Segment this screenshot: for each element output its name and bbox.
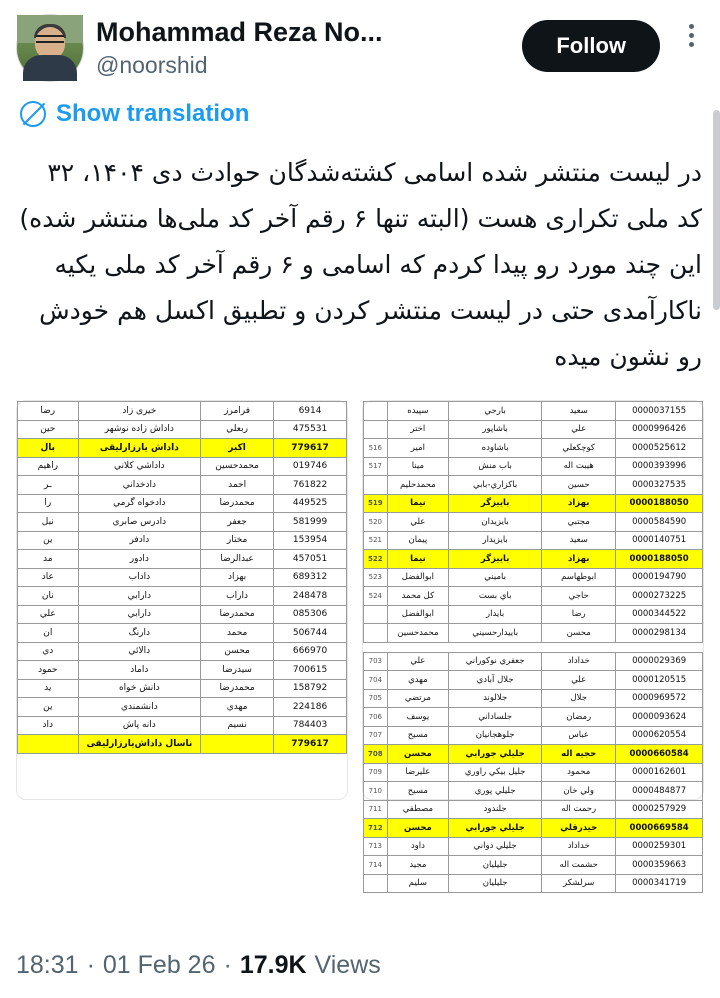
table-cell[interactable] [364, 874, 388, 893]
views-label: Views [314, 951, 381, 979]
page-scrollbar[interactable] [713, 110, 720, 310]
tweet-time: 18:31 [16, 951, 79, 979]
table-cell[interactable]: 0000120515 [616, 671, 703, 690]
table-row[interactable] [18, 679, 347, 698]
translate-icon [20, 101, 46, 127]
table-cell[interactable]: 0000029369 [616, 652, 703, 671]
table-cell[interactable]: 0000669584 [616, 819, 703, 838]
table-cell[interactable]: حمود [18, 661, 79, 680]
table-cell[interactable]: خداداد [542, 652, 616, 671]
table-cell[interactable]: نسیم [201, 716, 274, 735]
table-cell[interactable]: 0000996426 [616, 420, 703, 439]
table-row[interactable] [364, 494, 703, 513]
meta-separator-2: · [223, 951, 232, 979]
table-cell[interactable]: دانشمندي [78, 698, 201, 717]
table-cell[interactable]: جلال آبادي [449, 671, 542, 690]
table-row[interactable] [18, 624, 347, 643]
table-row[interactable] [18, 661, 347, 680]
table-cell[interactable]: مختار [201, 531, 274, 550]
follow-button[interactable]: Follow [522, 20, 660, 72]
table-cell[interactable]: علي [387, 652, 448, 671]
table-cell[interactable] [364, 642, 388, 652]
table-cell[interactable]: 0000484877 [616, 782, 703, 801]
table-cell[interactable]: دادرس صابري [78, 513, 201, 532]
table-cell[interactable]: دانه پاش [78, 716, 201, 735]
author-display-name[interactable]: Mohammad Reza No... [96, 17, 383, 47]
table-cell[interactable]: محمود [542, 763, 616, 782]
table-cell[interactable]: بايزيدان [449, 513, 542, 532]
table-row[interactable] [18, 420, 347, 439]
table-cell[interactable]: مصطفي [387, 800, 448, 819]
views-count: 17.9K [239, 951, 307, 979]
table-row[interactable] [364, 819, 703, 838]
table-cell[interactable]: دارابي [78, 587, 201, 606]
table-cell[interactable]: عليرضا [387, 763, 448, 782]
table-cell[interactable]: خداداد [542, 837, 616, 856]
table-cell[interactable]: 700615 [274, 661, 347, 680]
table-cell[interactable]: جلندود [449, 800, 542, 819]
table-cell[interactable]: ابوالفضل [387, 605, 448, 624]
table-cell[interactable]: 224186 [274, 698, 347, 717]
table-cell[interactable]: جليلي جورابي [449, 745, 542, 764]
table-row[interactable] [364, 439, 703, 458]
table-cell[interactable]: اختر [387, 420, 448, 439]
table-cell[interactable]: سپيده [387, 402, 448, 421]
table-cell[interactable]: مرتضي [387, 689, 448, 708]
table-row[interactable] [18, 439, 347, 458]
table-row[interactable] [364, 745, 703, 764]
table-row[interactable] [18, 587, 347, 606]
table-cell[interactable]: سعيد [542, 531, 616, 550]
table-cell[interactable]: ین [18, 698, 79, 717]
table-cell[interactable]: 779617 [274, 439, 347, 458]
table-row[interactable] [364, 837, 703, 856]
table-cell[interactable]: 0000620554 [616, 726, 703, 745]
table-cell[interactable]: 0000259301 [616, 837, 703, 856]
table-cell[interactable]: 714 [364, 856, 388, 875]
table-cell[interactable]: باميني [449, 568, 542, 587]
table-row[interactable] [364, 671, 703, 690]
table-cell[interactable]: يوسف [387, 708, 448, 727]
table-cell[interactable]: 0000162601 [616, 763, 703, 782]
table-cell[interactable]: ید [18, 679, 79, 698]
table-cell[interactable]: امير [387, 439, 448, 458]
table-cell[interactable]: جليليان [449, 874, 542, 893]
table-cell[interactable]: 779617 [274, 735, 347, 754]
table-cell[interactable]: دادخداني [78, 476, 201, 495]
table-row[interactable] [364, 689, 703, 708]
table-cell[interactable]: رمضان [542, 708, 616, 727]
table-row[interactable] [18, 642, 347, 661]
table-cell[interactable]: 457051 [274, 550, 347, 569]
table-cell[interactable]: 0000037155 [616, 402, 703, 421]
table-cell[interactable]: باب منش [449, 457, 542, 476]
table-cell[interactable]: 0000327535 [616, 476, 703, 495]
table-cell[interactable] [542, 642, 616, 652]
table-row[interactable] [364, 550, 703, 569]
table-cell[interactable]: جعفري نوكوراني [449, 652, 542, 671]
table-cell[interactable]: 0000344522 [616, 605, 703, 624]
table-cell[interactable]: جليلي جورابي [449, 819, 542, 838]
table-cell[interactable]: حسين [542, 476, 616, 495]
table-cell[interactable]: 0000273225 [616, 587, 703, 606]
table-cell[interactable]: 581999 [274, 513, 347, 532]
table-cell[interactable]: ولي خان [542, 782, 616, 801]
table-cell[interactable] [201, 735, 274, 754]
table-cell[interactable] [616, 642, 703, 652]
table-cell[interactable]: بهزاد [542, 550, 616, 569]
table-cell[interactable]: 0000660584 [616, 745, 703, 764]
table-cell[interactable]: 6914 [274, 402, 347, 421]
table-row[interactable] [364, 568, 703, 587]
table-cell[interactable]: 0000584590 [616, 513, 703, 532]
table-cell[interactable] [364, 420, 388, 439]
table-cell[interactable]: ان [18, 624, 79, 643]
table-cell[interactable]: محمدرضا [201, 679, 274, 698]
table-cell[interactable]: راهیم [18, 457, 79, 476]
table-cell[interactable]: سیدرضا [201, 661, 274, 680]
table-cell[interactable]: جعفر [201, 513, 274, 532]
table-row[interactable] [364, 874, 703, 893]
table-cell[interactable] [387, 642, 448, 652]
table-cell[interactable]: پيمان [387, 531, 448, 550]
table-row[interactable] [364, 800, 703, 819]
spreadsheet-screenshot-left[interactable] [16, 400, 348, 800]
table-cell[interactable]: هيبت اله [542, 457, 616, 476]
table-cell[interactable]: 704 [364, 671, 388, 690]
table-cell[interactable]: رضا [18, 402, 79, 421]
table-cell[interactable]: 521 [364, 531, 388, 550]
table-cell[interactable]: جلوهجانيان [449, 726, 542, 745]
table-cell[interactable]: محمدرضا [201, 605, 274, 624]
table-cell[interactable] [364, 402, 388, 421]
table-cell[interactable]: 519 [364, 494, 388, 513]
show-translation-label[interactable]: Show translation [56, 100, 250, 127]
table-row[interactable] [18, 494, 347, 513]
table-cell[interactable]: جلساداني [449, 708, 542, 727]
table-cell[interactable]: 0000188050 [616, 550, 703, 569]
table-cell[interactable]: باييزگر [449, 494, 542, 513]
right-table [363, 401, 703, 893]
table-cell[interactable]: 475531 [274, 420, 347, 439]
table-cell[interactable]: دانش خواه [78, 679, 201, 698]
table-cell[interactable]: 0000341719 [616, 874, 703, 893]
table-cell[interactable]: 085306 [274, 605, 347, 624]
table-cell[interactable]: 706 [364, 708, 388, 727]
table-cell[interactable]: بهزاد [201, 568, 274, 587]
table-cell[interactable]: 709 [364, 763, 388, 782]
more-options-icon[interactable] [678, 24, 704, 47]
table-row[interactable] [364, 513, 703, 532]
table-cell[interactable]: 784403 [274, 716, 347, 735]
table-row[interactable] [18, 457, 347, 476]
table-cell[interactable]: داداشي کلاني [78, 457, 201, 476]
tweet-media [16, 400, 704, 889]
table-row[interactable] [364, 457, 703, 476]
table-cell[interactable]: مهدي [387, 671, 448, 690]
table-cell[interactable]: محسن [387, 819, 448, 838]
table-cell[interactable]: 248478 [274, 587, 347, 606]
author-handle[interactable]: @noorshid [96, 52, 208, 78]
table-cell[interactable]: مسيح [387, 726, 448, 745]
table-cell[interactable]: نيما [387, 550, 448, 569]
table-cell[interactable]: بهزاد [542, 494, 616, 513]
table-cell[interactable]: 0000188050 [616, 494, 703, 513]
table-row[interactable] [364, 476, 703, 495]
table-cell[interactable]: علي [18, 605, 79, 624]
table-cell[interactable]: 705 [364, 689, 388, 708]
table-cell[interactable]: باشاوده [449, 439, 542, 458]
table-cell[interactable]: 0000140751 [616, 531, 703, 550]
table-cell[interactable]: احمد [201, 476, 274, 495]
table-cell[interactable]: 711 [364, 800, 388, 819]
table-cell[interactable]: باييدارحسيني [449, 624, 542, 643]
table-cell[interactable]: مينا [387, 457, 448, 476]
table-cell[interactable]: ربعلي [201, 420, 274, 439]
table-cell[interactable]: را [18, 494, 79, 513]
table-cell[interactable]: 0000969572 [616, 689, 703, 708]
table-cell[interactable]: دادخواه گرمي [78, 494, 201, 513]
table-cell[interactable]: 516 [364, 439, 388, 458]
table-cell[interactable]: 517 [364, 457, 388, 476]
table-cell[interactable]: 449525 [274, 494, 347, 513]
table-row[interactable] [18, 531, 347, 550]
table-cell[interactable]: محمدحسين [387, 624, 448, 643]
table-cell[interactable] [364, 624, 388, 643]
table-cell[interactable]: 710 [364, 782, 388, 801]
table-cell[interactable]: عباس [542, 726, 616, 745]
table-row[interactable] [18, 550, 347, 569]
table-cell[interactable]: مهدي [201, 698, 274, 717]
table-cell[interactable] [364, 476, 388, 495]
table-cell[interactable]: جلال [542, 689, 616, 708]
tweet-text: در لیست منتشر شده اسامی کشته‌شدگان حوادث دی ۱۴۰۴، ۳۲ کد ملی تکراری هست (البته تنها ۶ رقم آخر کد ملی‌ها منتشر شده) این چند مورد رو پیدا کردم که اسامی و ۶ رقم آخر کد ملی یکیه ناکارآمدی حتی در لیست منتشر کردن و تطبیق اکسل هم خودش رو نشون میده [19, 158, 702, 371]
table-cell[interactable]: نبل [18, 513, 79, 532]
tweet-date: 01 Feb 26 [102, 951, 216, 979]
table-cell[interactable]: مجتبي [542, 513, 616, 532]
table-cell[interactable]: جليلي دواني [449, 837, 542, 856]
table-cell[interactable]: 506744 [274, 624, 347, 643]
table-row[interactable] [364, 531, 703, 550]
table-row[interactable] [18, 513, 347, 532]
table-cell[interactable]: 703 [364, 652, 388, 671]
table-cell[interactable]: رحمت اله [542, 800, 616, 819]
table-cell[interactable]: 0000298134 [616, 624, 703, 643]
table-cell[interactable]: حاجي [542, 587, 616, 606]
table-cell[interactable]: عبدالرضا [201, 550, 274, 569]
table-cell[interactable]: 019746 [274, 457, 347, 476]
tweet-meta [16, 951, 381, 980]
table-cell[interactable]: محسن [201, 642, 274, 661]
table-cell[interactable]: حجيه اله [542, 745, 616, 764]
table-cell[interactable]: بايزيدار [449, 531, 542, 550]
table-row[interactable] [364, 605, 703, 624]
table-cell[interactable]: باشاپور [449, 420, 542, 439]
table-cell[interactable]: 524 [364, 587, 388, 606]
table-cell[interactable]: بايدار [449, 605, 542, 624]
table-row[interactable] [18, 568, 347, 587]
table-cell[interactable]: سعيد [542, 402, 616, 421]
table-row[interactable] [364, 624, 703, 643]
table-cell[interactable]: كل محمد [387, 587, 448, 606]
table-cell[interactable]: مد [18, 550, 79, 569]
table-cell[interactable]: خیری زاد [78, 402, 201, 421]
table-cell[interactable]: جليليان [449, 856, 542, 875]
table-cell[interactable]: 0000257929 [616, 800, 703, 819]
table-cell[interactable]: بال [18, 439, 79, 458]
table-row[interactable] [364, 420, 703, 439]
table-cell[interactable]: حيدرقلي [542, 819, 616, 838]
table-cell[interactable]: جلالوند [449, 689, 542, 708]
table-cell[interactable]: نيما [387, 494, 448, 513]
table-cell[interactable]: داماد [78, 661, 201, 680]
table-row[interactable] [364, 726, 703, 745]
table-cell[interactable]: كوچكعلي [542, 439, 616, 458]
table-cell[interactable]: محسن [387, 745, 448, 764]
table-cell[interactable]: ناسال داداش‌یارزارلیقی [78, 735, 201, 754]
table-cell[interactable]: ابوطهاسم [542, 568, 616, 587]
table-cell[interactable]: 707 [364, 726, 388, 745]
table-row[interactable] [364, 652, 703, 671]
table-cell[interactable]: محسن [542, 624, 616, 643]
table-cell[interactable]: محمدحليم [387, 476, 448, 495]
table-cell[interactable]: باكزاري-بابي [449, 476, 542, 495]
table-row[interactable] [18, 698, 347, 717]
table-cell[interactable]: 153954 [274, 531, 347, 550]
table-row[interactable] [18, 402, 347, 421]
table-cell[interactable]: حشمت اله [542, 856, 616, 875]
tweet-header [16, 14, 704, 82]
table-cell[interactable]: باييزگر [449, 550, 542, 569]
table-cell[interactable]: دارنگ [78, 624, 201, 643]
table-cell[interactable]: داود [387, 837, 448, 856]
table-row[interactable] [18, 735, 347, 754]
table-row[interactable] [364, 402, 703, 421]
table-row[interactable] [364, 587, 703, 606]
show-translation-row[interactable] [20, 100, 704, 128]
table-cell[interactable]: سليم [387, 874, 448, 893]
table-cell[interactable]: 708 [364, 745, 388, 764]
table-cell[interactable]: ابوالفضل [387, 568, 448, 587]
table-row[interactable] [18, 605, 347, 624]
table-cell[interactable]: دالائي [78, 642, 201, 661]
table-row[interactable] [364, 763, 703, 782]
table-cell[interactable]: علي [542, 671, 616, 690]
table-cell[interactable]: 713 [364, 837, 388, 856]
table-cell[interactable]: دي [18, 642, 79, 661]
table-cell[interactable]: 0000525612 [616, 439, 703, 458]
table-cell[interactable]: دادفر [78, 531, 201, 550]
table-row[interactable] [364, 782, 703, 801]
table-cell[interactable]: مجيد [387, 856, 448, 875]
left-table [17, 401, 347, 754]
table-cell[interactable]: 520 [364, 513, 388, 532]
table-cell[interactable]: داداش یارزارلیقی [78, 439, 201, 458]
table-cell[interactable]: 522 [364, 550, 388, 569]
table-cell[interactable]: فرامرز [201, 402, 274, 421]
table-cell[interactable]: سرلشكر [542, 874, 616, 893]
table-cell[interactable] [18, 735, 79, 754]
table-cell[interactable]: مسيح [387, 782, 448, 801]
table-cell[interactable]: علي [387, 513, 448, 532]
table-row[interactable] [364, 642, 703, 652]
table-cell[interactable]: حین [18, 420, 79, 439]
table-cell[interactable]: نان [18, 587, 79, 606]
table-cell[interactable]: 0000093624 [616, 708, 703, 727]
table-cell[interactable]: بارجي [449, 402, 542, 421]
table-cell[interactable]: باي بست [449, 587, 542, 606]
table-cell[interactable]: 666970 [274, 642, 347, 661]
spreadsheet-screenshot-right[interactable] [362, 400, 704, 889]
table-cell[interactable]: محمد [201, 624, 274, 643]
table-cell[interactable]: 0000359663 [616, 856, 703, 875]
table-cell[interactable]: 523 [364, 568, 388, 587]
table-row[interactable] [364, 708, 703, 727]
table-cell[interactable] [449, 642, 542, 652]
table-cell[interactable]: دارابي [78, 605, 201, 624]
author-names [96, 14, 510, 80]
table-cell[interactable]: عاد [18, 568, 79, 587]
table-row[interactable] [364, 856, 703, 875]
table-cell[interactable]: داداش زاده نوشهر [78, 420, 201, 439]
table-cell[interactable]: ـر [18, 476, 79, 495]
table-cell[interactable]: 0000393996 [616, 457, 703, 476]
table-row[interactable] [18, 716, 347, 735]
table-cell[interactable] [364, 605, 388, 624]
table-cell[interactable]: 0000194790 [616, 568, 703, 587]
table-cell[interactable]: محمدحسین [201, 457, 274, 476]
table-cell[interactable]: ین [18, 531, 79, 550]
table-cell[interactable]: رضا [542, 605, 616, 624]
table-cell[interactable]: داد [18, 716, 79, 735]
avatar[interactable] [16, 14, 84, 82]
table-cell[interactable]: دادور [78, 550, 201, 569]
table-cell[interactable]: جليل بيكي راوري [449, 763, 542, 782]
table-cell[interactable]: جليلي پوري [449, 782, 542, 801]
table-cell[interactable]: اکبر [201, 439, 274, 458]
table-cell[interactable]: 158792 [274, 679, 347, 698]
table-row[interactable] [18, 476, 347, 495]
table-cell[interactable]: 689312 [274, 568, 347, 587]
table-cell[interactable]: محمدرضا [201, 494, 274, 513]
table-cell[interactable]: داراب [201, 587, 274, 606]
table-cell[interactable]: داداب [78, 568, 201, 587]
meta-separator-1: · [86, 951, 95, 979]
table-cell[interactable]: 761822 [274, 476, 347, 495]
table-cell[interactable]: 712 [364, 819, 388, 838]
table-cell[interactable]: علي [542, 420, 616, 439]
